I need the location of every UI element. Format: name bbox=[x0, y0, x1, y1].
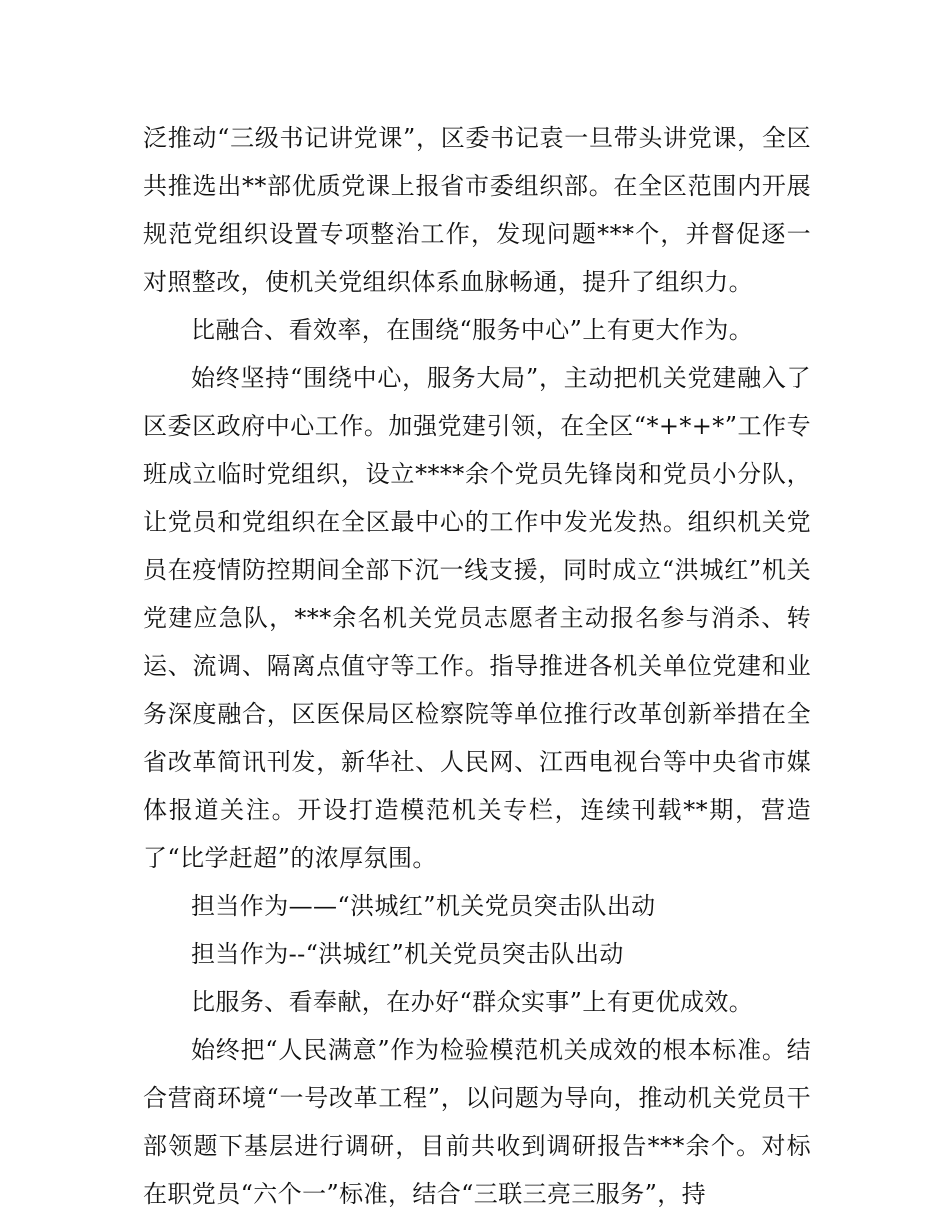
paragraph-3: 始终坚持“围绕中心，服务大局”，主动把机关党建融入了区委区政府中心工作。加强党建引领，在全区“*+*+*”工作专班成立临时党组织，设立****余个党员先锋岗和党员小分队，让党员和党组织在全区最中心的工作中发光发热。组织机关党员在疫情防控期间全部下沉一线支援，同时成立“洪城红”机关党建应急队，***余名机关党员志愿者主动报名参与消杀、转运、流调、隔离点值守等工作。指导推进各机关单位党建和业务深度融合，区医保局区检察院等单位推行改革创新举措在全省改革简讯刊发，新华社、人民网、江西电视台等中央省市媒体报道关注。开设打造模范机关专栏，连续刊载**期，营造了“比学赶超”的浓厚氛围。 bbox=[143, 364, 811, 872]
paragraph-7: 始终把“人民满意”作为检验模范机关成效的根本标准。结合营商环境“一号改革工程”，以问题为导向，推动机关党员干部领题下基层进行调研，目前共收到调研报告***余个。对标在职党员“六个一”标准，结合“三联三亮三服务”，持 bbox=[143, 1036, 811, 1208]
paragraph-1: 泛推动“三级书记讲党课”，区委书记袁一旦带头讲党课，全区共推选出**部优质党课上报省市委组织部。在全区范围内开展规范党组织设置专项整治工作，发现问题***个，并督促逐一对照整改，使机关党组织体系血脉畅通，提升了组织力。 bbox=[143, 124, 811, 296]
document-page bbox=[143, 114, 811, 1218]
paragraph-5-caption: 担当作为--“洪城红”机关党员突击队出动 bbox=[191, 940, 624, 968]
paragraph-4-caption: 担当作为——“洪城红”机关党员突击队出动 bbox=[191, 892, 656, 920]
paragraph-6-heading: 比服务、看奉献，在办好“群众实事”上有更优成效。 bbox=[191, 988, 754, 1016]
paragraph-2-heading: 比融合、看效率，在围绕“服务中心”上有更大作为。 bbox=[191, 316, 754, 344]
